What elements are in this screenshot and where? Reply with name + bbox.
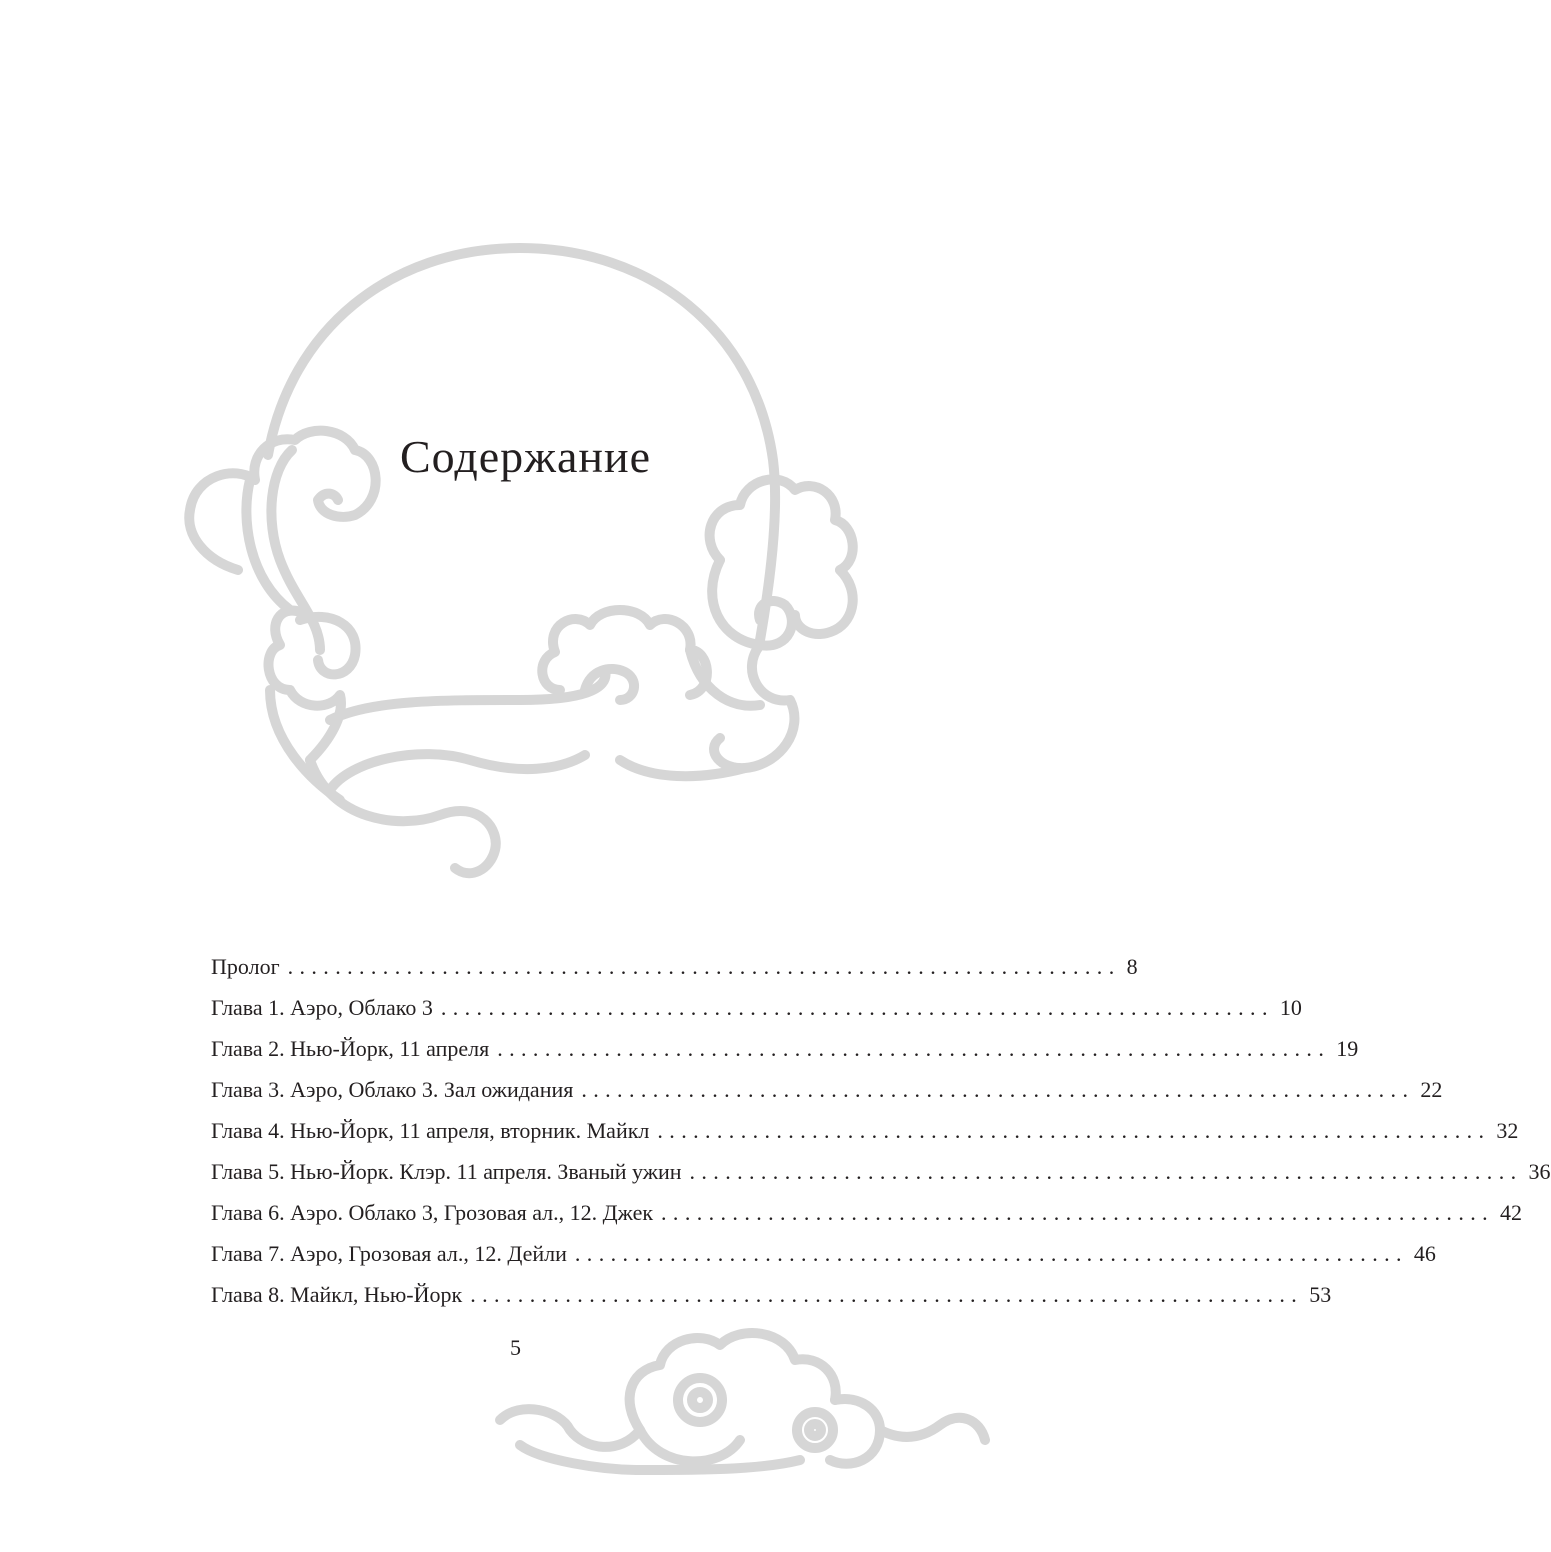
- toc-entry-page: 10: [1279, 995, 1302, 1020]
- toc-entry-label: Пролог: [211, 954, 280, 979]
- table-of-contents: [211, 946, 1551, 1315]
- toc-entry-label: Глава 4. Нью-Йорк, 11 апреля, вторник. Майкл: [211, 1118, 650, 1143]
- toc-entry-label: Глава 2. Нью-Йорк, 11 апреля: [211, 1036, 490, 1061]
- page-number: 5: [510, 1335, 521, 1360]
- toc-entry-label: Глава 8. Майкл, Нью-Йорк: [211, 1282, 463, 1307]
- toc-entry[interactable]: [211, 1233, 1436, 1274]
- toc-entry[interactable]: [211, 987, 1302, 1028]
- toc-entry-page: 22: [1420, 1077, 1443, 1102]
- page-title: Содержание: [400, 431, 652, 482]
- toc-entry[interactable]: [211, 1110, 1519, 1151]
- toc-dot-leader: ......................................................................: [497, 1036, 1331, 1061]
- toc-entry-page: 36: [1528, 1159, 1551, 1184]
- toc-entry-page: 53: [1309, 1282, 1332, 1307]
- toc-dot-leader: ......................................................................: [661, 1200, 1495, 1225]
- toc-entry-page: 46: [1413, 1241, 1436, 1266]
- toc-entry-label: Глава 5. Нью-Йорк. Клэр. 11 апреля. Званый ужин: [211, 1159, 682, 1184]
- toc-dot-leader: ......................................................................: [574, 1241, 1408, 1266]
- toc-entry-label: Глава 6. Аэро. Облако 3, Грозовая ал., 12. Джек: [211, 1200, 654, 1225]
- toc-entry-label: Глава 3. Аэро, Облако 3. Зал ожидания: [211, 1077, 574, 1102]
- toc-entry-label: Глава 7. Аэро, Грозовая ал., 12. Дейли: [211, 1241, 567, 1266]
- toc-entry-page: 19: [1336, 1036, 1359, 1061]
- toc-dot-leader: ......................................................................: [657, 1118, 1491, 1143]
- toc-entry-page: 32: [1496, 1118, 1519, 1143]
- toc-entry[interactable]: [211, 1069, 1443, 1110]
- toc-entry[interactable]: [211, 1192, 1523, 1233]
- toc-dot-leader: ......................................................................: [689, 1159, 1523, 1184]
- toc-entry-page: 8: [1126, 954, 1138, 979]
- toc-dot-leader: ......................................................................: [470, 1282, 1304, 1307]
- toc-entry[interactable]: [211, 1028, 1359, 1069]
- toc-entry[interactable]: [211, 1274, 1332, 1315]
- toc-dot-leader: ......................................................................: [287, 954, 1121, 979]
- toc-entry[interactable]: [211, 946, 1138, 987]
- toc-entry-page: 42: [1500, 1200, 1523, 1225]
- toc-dot-leader: ......................................................................: [440, 995, 1274, 1020]
- toc-dot-leader: ......................................................................: [581, 1077, 1415, 1102]
- toc-entry-label: Глава 1. Аэро, Облако 3: [211, 995, 433, 1020]
- toc-entry[interactable]: [211, 1151, 1551, 1192]
